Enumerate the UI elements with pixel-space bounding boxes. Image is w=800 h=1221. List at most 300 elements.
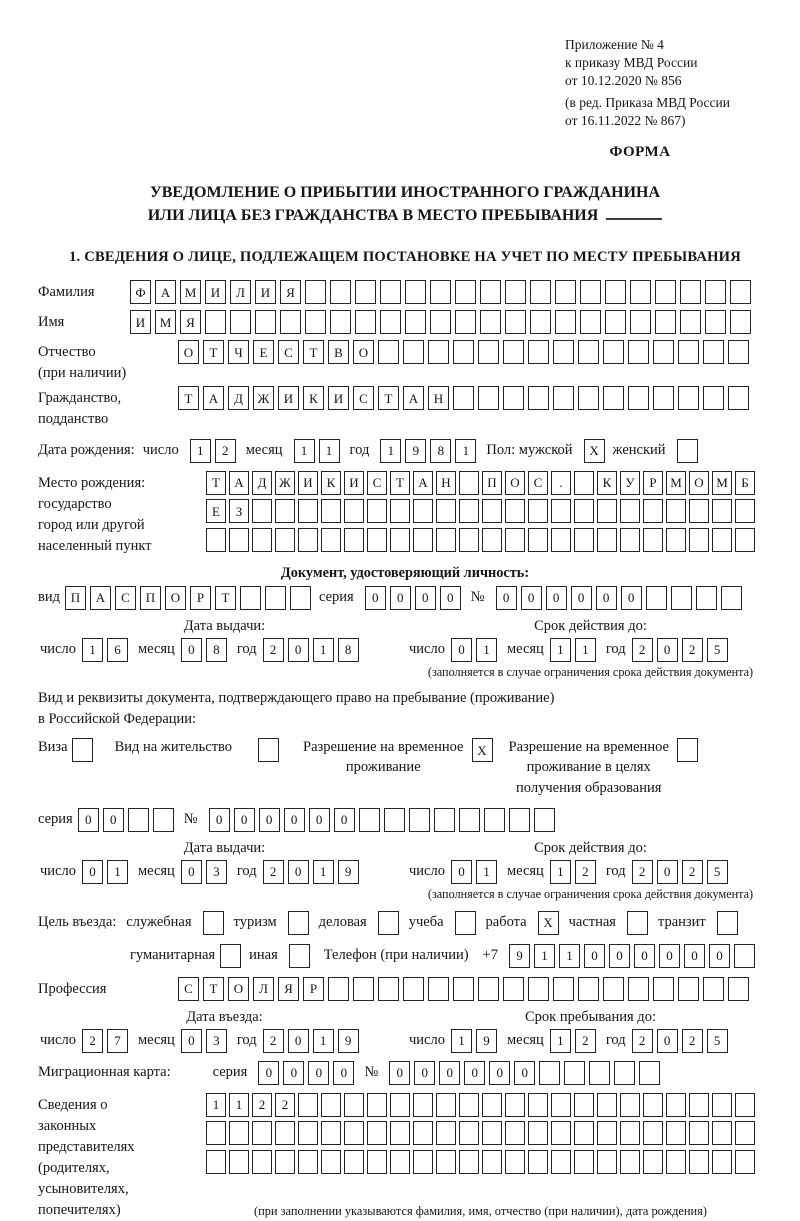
char-cell[interactable]: 5 <box>707 860 728 884</box>
char-cell[interactable] <box>275 528 295 552</box>
char-cell[interactable]: 7 <box>107 1029 128 1053</box>
char-cell[interactable]: И <box>205 280 226 304</box>
char-cell[interactable]: А <box>403 386 424 410</box>
char-cell[interactable]: 0 <box>414 1061 435 1085</box>
char-cell[interactable] <box>528 386 549 410</box>
char-cell[interactable]: 0 <box>584 944 605 968</box>
char-cell[interactable] <box>206 528 226 552</box>
char-cell[interactable]: Р <box>303 977 324 1001</box>
char-cell[interactable] <box>484 808 505 832</box>
char-cell[interactable]: И <box>278 386 299 410</box>
char-cell[interactable] <box>643 1121 663 1145</box>
char-cell[interactable]: 3 <box>206 1029 227 1053</box>
char-cell[interactable] <box>555 280 576 304</box>
char-cell[interactable] <box>528 977 549 1001</box>
char-cell[interactable]: 8 <box>338 638 359 662</box>
char-cell[interactable] <box>378 977 399 1001</box>
char-cell[interactable] <box>367 499 387 523</box>
char-cell[interactable] <box>712 1093 732 1117</box>
char-cell[interactable]: 0 <box>181 1029 202 1053</box>
char-cell[interactable]: 0 <box>609 944 630 968</box>
char-cell[interactable]: С <box>178 977 199 1001</box>
char-cell[interactable] <box>380 280 401 304</box>
char-cell[interactable] <box>459 808 480 832</box>
char-cell[interactable] <box>643 499 663 523</box>
char-cell[interactable] <box>653 340 674 364</box>
char-cell[interactable] <box>653 386 674 410</box>
char-cell[interactable] <box>205 310 226 334</box>
char-cell[interactable] <box>703 386 724 410</box>
char-cell[interactable] <box>330 310 351 334</box>
char-cell[interactable] <box>478 977 499 1001</box>
char-cell[interactable] <box>605 310 626 334</box>
char-cell[interactable] <box>229 1121 249 1145</box>
char-cell[interactable] <box>459 471 479 495</box>
char-cell[interactable]: Д <box>252 471 272 495</box>
char-cell[interactable]: 2 <box>215 439 236 463</box>
char-cell[interactable]: 1 <box>575 638 596 662</box>
char-cell[interactable] <box>252 1121 272 1145</box>
char-cell[interactable] <box>639 1061 660 1085</box>
char-cell[interactable] <box>505 280 526 304</box>
char-cell[interactable] <box>653 977 674 1001</box>
char-cell[interactable]: М <box>155 310 176 334</box>
char-cell[interactable] <box>539 1061 560 1085</box>
char-cell[interactable] <box>206 1121 226 1145</box>
char-cell[interactable] <box>275 1150 295 1174</box>
char-cell[interactable] <box>298 1121 318 1145</box>
char-cell[interactable]: С <box>353 386 374 410</box>
char-cell[interactable] <box>730 310 751 334</box>
char-cell[interactable]: К <box>597 471 617 495</box>
char-cell[interactable]: М <box>666 471 686 495</box>
char-cell[interactable] <box>280 310 301 334</box>
char-cell[interactable]: 9 <box>405 439 426 463</box>
char-cell[interactable] <box>555 310 576 334</box>
char-cell[interactable]: 2 <box>632 1029 653 1053</box>
char-cell[interactable]: 1 <box>190 439 211 463</box>
char-cell[interactable]: 0 <box>659 944 680 968</box>
char-cell[interactable] <box>603 386 624 410</box>
char-cell[interactable] <box>482 1121 502 1145</box>
char-cell[interactable] <box>620 1121 640 1145</box>
char-cell[interactable] <box>482 1150 502 1174</box>
char-cell[interactable]: А <box>90 586 111 610</box>
char-cell[interactable] <box>735 1150 755 1174</box>
char-cell[interactable] <box>453 340 474 364</box>
char-cell[interactable]: 0 <box>389 1061 410 1085</box>
char-cell[interactable] <box>735 1093 755 1117</box>
char-cell[interactable] <box>459 499 479 523</box>
char-cell[interactable] <box>703 340 724 364</box>
char-cell[interactable]: О <box>353 340 374 364</box>
char-cell[interactable] <box>453 386 474 410</box>
char-cell[interactable] <box>597 1121 617 1145</box>
char-cell[interactable] <box>430 310 451 334</box>
char-cell[interactable]: 0 <box>496 586 517 610</box>
char-cell[interactable] <box>666 1150 686 1174</box>
char-cell[interactable]: П <box>140 586 161 610</box>
char-cell[interactable]: А <box>155 280 176 304</box>
char-cell[interactable] <box>436 499 456 523</box>
char-cell[interactable]: 3 <box>206 860 227 884</box>
char-cell[interactable] <box>721 586 742 610</box>
char-cell[interactable] <box>298 1093 318 1117</box>
char-cell[interactable] <box>728 386 749 410</box>
char-cell[interactable]: Р <box>643 471 663 495</box>
char-cell[interactable]: 0 <box>709 944 730 968</box>
char-cell[interactable] <box>378 340 399 364</box>
char-cell[interactable] <box>455 911 476 935</box>
char-cell[interactable] <box>735 499 755 523</box>
char-cell[interactable]: Т <box>378 386 399 410</box>
char-cell[interactable] <box>505 1093 525 1117</box>
char-cell[interactable]: Е <box>253 340 274 364</box>
char-cell[interactable] <box>717 911 738 935</box>
char-cell[interactable] <box>321 499 341 523</box>
char-cell[interactable] <box>678 977 699 1001</box>
char-cell[interactable] <box>453 977 474 1001</box>
char-cell[interactable] <box>528 499 548 523</box>
char-cell[interactable] <box>580 310 601 334</box>
char-cell[interactable] <box>551 1150 571 1174</box>
char-cell[interactable] <box>503 386 524 410</box>
char-cell[interactable] <box>413 1121 433 1145</box>
char-cell[interactable] <box>289 944 310 968</box>
char-cell[interactable]: . <box>551 471 571 495</box>
char-cell[interactable] <box>589 1061 610 1085</box>
char-cell[interactable] <box>689 528 709 552</box>
char-cell[interactable]: 0 <box>596 586 617 610</box>
char-cell[interactable] <box>344 528 364 552</box>
char-cell[interactable] <box>367 528 387 552</box>
char-cell[interactable] <box>255 310 276 334</box>
char-cell[interactable]: 0 <box>684 944 705 968</box>
char-cell[interactable] <box>603 340 624 364</box>
char-cell[interactable]: 6 <box>107 638 128 662</box>
char-cell[interactable]: 0 <box>309 808 330 832</box>
char-cell[interactable]: 2 <box>252 1093 272 1117</box>
char-cell[interactable] <box>735 1121 755 1145</box>
char-cell[interactable] <box>298 499 318 523</box>
char-cell[interactable] <box>72 738 93 762</box>
char-cell[interactable]: 2 <box>632 860 653 884</box>
char-cell[interactable] <box>344 499 364 523</box>
char-cell[interactable]: Н <box>436 471 456 495</box>
char-cell[interactable]: И <box>255 280 276 304</box>
char-cell[interactable] <box>298 528 318 552</box>
char-cell[interactable] <box>578 386 599 410</box>
char-cell[interactable] <box>712 528 732 552</box>
char-cell[interactable] <box>505 499 525 523</box>
char-cell[interactable] <box>390 1093 410 1117</box>
char-cell[interactable]: 5 <box>707 638 728 662</box>
char-cell[interactable]: 0 <box>283 1061 304 1085</box>
char-cell[interactable]: З <box>229 499 249 523</box>
char-cell[interactable]: 1 <box>534 944 555 968</box>
char-cell[interactable] <box>666 1093 686 1117</box>
char-cell[interactable]: 0 <box>181 638 202 662</box>
char-cell[interactable]: 0 <box>284 808 305 832</box>
char-cell[interactable]: 0 <box>439 1061 460 1085</box>
char-cell[interactable] <box>628 977 649 1001</box>
char-cell[interactable]: 1 <box>476 860 497 884</box>
char-cell[interactable] <box>428 340 449 364</box>
char-cell[interactable] <box>643 1093 663 1117</box>
char-cell[interactable]: И <box>344 471 364 495</box>
char-cell[interactable] <box>203 911 224 935</box>
char-cell[interactable] <box>671 586 692 610</box>
char-cell[interactable] <box>551 1121 571 1145</box>
char-cell[interactable] <box>459 528 479 552</box>
char-cell[interactable] <box>574 471 594 495</box>
char-cell[interactable]: 8 <box>206 638 227 662</box>
char-cell[interactable] <box>265 586 286 610</box>
char-cell[interactable]: Л <box>230 280 251 304</box>
char-cell[interactable] <box>530 280 551 304</box>
char-cell[interactable]: Т <box>206 471 226 495</box>
char-cell[interactable]: С <box>278 340 299 364</box>
char-cell[interactable] <box>344 1150 364 1174</box>
char-cell[interactable] <box>330 280 351 304</box>
char-cell[interactable]: Л <box>253 977 274 1001</box>
char-cell[interactable]: 9 <box>476 1029 497 1053</box>
char-cell[interactable]: Р <box>190 586 211 610</box>
char-cell[interactable]: 2 <box>632 638 653 662</box>
char-cell[interactable]: 2 <box>682 1029 703 1053</box>
char-cell[interactable] <box>620 528 640 552</box>
char-cell[interactable]: О <box>228 977 249 1001</box>
char-cell[interactable] <box>355 310 376 334</box>
char-cell[interactable] <box>275 1121 295 1145</box>
char-cell[interactable]: Е <box>206 499 226 523</box>
char-cell[interactable]: Т <box>303 340 324 364</box>
char-cell[interactable] <box>390 1121 410 1145</box>
char-cell[interactable]: И <box>328 386 349 410</box>
char-cell[interactable] <box>655 280 676 304</box>
char-cell[interactable]: 9 <box>338 1029 359 1053</box>
char-cell[interactable]: 2 <box>263 638 284 662</box>
char-cell[interactable] <box>413 1150 433 1174</box>
char-cell[interactable] <box>478 386 499 410</box>
char-cell[interactable] <box>298 1150 318 1174</box>
char-cell[interactable] <box>455 280 476 304</box>
char-cell[interactable]: Ч <box>228 340 249 364</box>
char-cell[interactable] <box>597 499 617 523</box>
char-cell[interactable] <box>290 586 311 610</box>
char-cell[interactable]: X <box>472 738 493 762</box>
char-cell[interactable] <box>620 1150 640 1174</box>
char-cell[interactable]: X <box>538 911 559 935</box>
char-cell[interactable] <box>378 911 399 935</box>
char-cell[interactable]: Т <box>203 340 224 364</box>
char-cell[interactable] <box>459 1121 479 1145</box>
char-cell[interactable]: К <box>303 386 324 410</box>
char-cell[interactable] <box>459 1150 479 1174</box>
char-cell[interactable] <box>603 977 624 1001</box>
char-cell[interactable] <box>344 1093 364 1117</box>
char-cell[interactable] <box>503 977 524 1001</box>
char-cell[interactable]: 2 <box>682 860 703 884</box>
char-cell[interactable] <box>680 280 701 304</box>
char-cell[interactable]: 0 <box>657 860 678 884</box>
char-cell[interactable] <box>643 1150 663 1174</box>
char-cell[interactable] <box>705 280 726 304</box>
char-cell[interactable] <box>359 808 380 832</box>
char-cell[interactable] <box>712 1150 732 1174</box>
char-cell[interactable]: 0 <box>657 1029 678 1053</box>
char-cell[interactable] <box>220 944 241 968</box>
char-cell[interactable] <box>321 1150 341 1174</box>
char-cell[interactable] <box>528 1093 548 1117</box>
char-cell[interactable] <box>678 386 699 410</box>
char-cell[interactable] <box>677 738 698 762</box>
char-cell[interactable]: 1 <box>550 860 571 884</box>
char-cell[interactable] <box>528 1121 548 1145</box>
char-cell[interactable]: 0 <box>78 808 99 832</box>
char-cell[interactable]: О <box>689 471 709 495</box>
char-cell[interactable] <box>689 1150 709 1174</box>
char-cell[interactable]: М <box>712 471 732 495</box>
char-cell[interactable] <box>734 944 755 968</box>
char-cell[interactable]: П <box>482 471 502 495</box>
char-cell[interactable]: 0 <box>288 638 309 662</box>
char-cell[interactable]: Т <box>215 586 236 610</box>
char-cell[interactable] <box>643 528 663 552</box>
char-cell[interactable] <box>390 1150 410 1174</box>
char-cell[interactable]: 0 <box>451 638 472 662</box>
char-cell[interactable] <box>367 1150 387 1174</box>
char-cell[interactable] <box>627 911 648 935</box>
char-cell[interactable]: А <box>203 386 224 410</box>
char-cell[interactable]: 2 <box>682 638 703 662</box>
char-cell[interactable]: 0 <box>234 808 255 832</box>
char-cell[interactable] <box>480 310 501 334</box>
char-cell[interactable] <box>620 1093 640 1117</box>
char-cell[interactable]: 0 <box>209 808 230 832</box>
char-cell[interactable]: 1 <box>550 638 571 662</box>
char-cell[interactable] <box>728 340 749 364</box>
char-cell[interactable]: С <box>367 471 387 495</box>
char-cell[interactable]: 5 <box>707 1029 728 1053</box>
char-cell[interactable] <box>436 1093 456 1117</box>
char-cell[interactable] <box>597 528 617 552</box>
char-cell[interactable]: 0 <box>489 1061 510 1085</box>
char-cell[interactable]: 2 <box>575 1029 596 1053</box>
char-cell[interactable]: Д <box>228 386 249 410</box>
char-cell[interactable] <box>390 528 410 552</box>
char-cell[interactable]: У <box>620 471 640 495</box>
char-cell[interactable] <box>403 340 424 364</box>
char-cell[interactable]: 8 <box>430 439 451 463</box>
char-cell[interactable] <box>628 340 649 364</box>
char-cell[interactable] <box>459 1093 479 1117</box>
char-cell[interactable] <box>252 1150 272 1174</box>
char-cell[interactable]: И <box>298 471 318 495</box>
char-cell[interactable]: С <box>115 586 136 610</box>
char-cell[interactable]: 1 <box>380 439 401 463</box>
char-cell[interactable] <box>482 499 502 523</box>
char-cell[interactable] <box>578 340 599 364</box>
char-cell[interactable] <box>482 528 502 552</box>
char-cell[interactable] <box>305 280 326 304</box>
char-cell[interactable] <box>530 310 551 334</box>
char-cell[interactable] <box>409 808 430 832</box>
char-cell[interactable]: 0 <box>464 1061 485 1085</box>
char-cell[interactable]: 0 <box>181 860 202 884</box>
char-cell[interactable]: 1 <box>229 1093 249 1117</box>
char-cell[interactable] <box>528 528 548 552</box>
char-cell[interactable] <box>620 499 640 523</box>
char-cell[interactable]: М <box>180 280 201 304</box>
char-cell[interactable] <box>428 977 449 1001</box>
char-cell[interactable] <box>505 1150 525 1174</box>
char-cell[interactable]: Н <box>428 386 449 410</box>
char-cell[interactable]: 0 <box>333 1061 354 1085</box>
char-cell[interactable] <box>712 1121 732 1145</box>
char-cell[interactable] <box>551 528 571 552</box>
char-cell[interactable] <box>628 386 649 410</box>
char-cell[interactable]: Ж <box>253 386 274 410</box>
char-cell[interactable]: Т <box>203 977 224 1001</box>
char-cell[interactable]: 0 <box>634 944 655 968</box>
char-cell[interactable]: 1 <box>206 1093 226 1117</box>
char-cell[interactable]: 0 <box>82 860 103 884</box>
char-cell[interactable]: О <box>165 586 186 610</box>
char-cell[interactable] <box>677 439 698 463</box>
char-cell[interactable] <box>229 528 249 552</box>
char-cell[interactable]: 0 <box>258 1061 279 1085</box>
char-cell[interactable] <box>355 280 376 304</box>
char-cell[interactable]: 0 <box>288 860 309 884</box>
char-cell[interactable]: 0 <box>451 860 472 884</box>
char-cell[interactable]: 2 <box>575 860 596 884</box>
char-cell[interactable] <box>413 528 433 552</box>
char-cell[interactable] <box>206 1150 226 1174</box>
char-cell[interactable] <box>614 1061 635 1085</box>
char-cell[interactable]: К <box>321 471 341 495</box>
char-cell[interactable]: 1 <box>107 860 128 884</box>
char-cell[interactable] <box>564 1061 585 1085</box>
char-cell[interactable] <box>735 528 755 552</box>
char-cell[interactable] <box>478 340 499 364</box>
char-cell[interactable] <box>413 499 433 523</box>
char-cell[interactable]: 0 <box>571 586 592 610</box>
char-cell[interactable] <box>305 310 326 334</box>
char-cell[interactable] <box>730 280 751 304</box>
char-cell[interactable] <box>689 1121 709 1145</box>
char-cell[interactable] <box>528 1150 548 1174</box>
char-cell[interactable]: Ж <box>275 471 295 495</box>
char-cell[interactable] <box>646 586 667 610</box>
char-cell[interactable]: 0 <box>514 1061 535 1085</box>
char-cell[interactable]: Т <box>390 471 410 495</box>
char-cell[interactable] <box>528 340 549 364</box>
char-cell[interactable]: 9 <box>338 860 359 884</box>
char-cell[interactable] <box>367 1121 387 1145</box>
char-cell[interactable]: 1 <box>313 638 334 662</box>
char-cell[interactable] <box>574 528 594 552</box>
char-cell[interactable]: 1 <box>559 944 580 968</box>
char-cell[interactable] <box>230 310 251 334</box>
char-cell[interactable] <box>630 310 651 334</box>
char-cell[interactable]: 0 <box>288 1029 309 1053</box>
char-cell[interactable]: 0 <box>308 1061 329 1085</box>
char-cell[interactable]: 0 <box>415 586 436 610</box>
char-cell[interactable] <box>436 1121 456 1145</box>
char-cell[interactable] <box>574 499 594 523</box>
char-cell[interactable] <box>390 499 410 523</box>
